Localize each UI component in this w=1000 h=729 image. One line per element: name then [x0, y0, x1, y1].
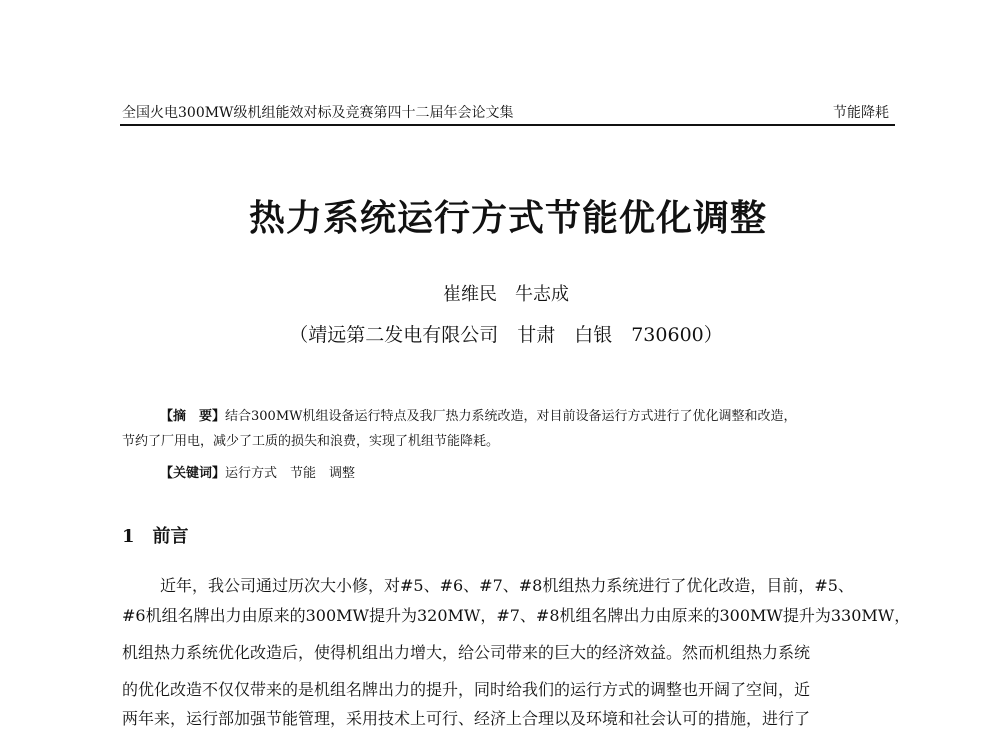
body-line: 的优化改造不仅仅带来的是机组名牌出力的提升，同时给我们的运行方式的调整也开阔了空间，近 — [122, 680, 811, 699]
body-line: 两年来，运行部加强节能管理，采用技术上可行、经济上合理以及环境和社会认可的措施，进行了 — [122, 709, 811, 728]
abstract-text-line-1: 结合300MW机组设备运行特点及我厂热力系统改造，对目前设备运行方式进行了优化调整和改造， — [225, 409, 797, 424]
paper-title: 热力系统运行方式节能优化调整 — [248, 197, 767, 239]
body-line: 机组热力系统优化改造后，使得机组出力增大，给公司带来的巨大的经济效益。然而机组热力系统 — [122, 643, 811, 662]
abstract-text-line-2: 节约了厂用电，减少了工质的损失和浪费，实现了机组节能降耗。 — [122, 434, 500, 449]
abstract-label: 【摘 要】 — [160, 409, 226, 424]
keywords-label: 【关键词】 — [160, 466, 226, 481]
header-rule — [120, 124, 895, 126]
running-header-title: 全国火电300MW级机组能效对标及竞赛第四十二届年会论文集 — [122, 105, 514, 121]
keywords — [160, 462, 355, 486]
running-header-section: 节能降耗 — [833, 105, 889, 121]
section-heading — [122, 522, 189, 548]
body-line: 近年，我公司通过历次大小修，对#5、#6、#7、#8机组热力系统进行了优化改造，目前，#5、 — [160, 576, 854, 595]
section-number: 1 — [122, 526, 135, 547]
abstract — [160, 405, 797, 429]
body-line: #6机组名牌出力由原来的300MW提升为320MW，#7、#8机组名牌出力由原来的300MW提升为330MW， — [122, 606, 911, 625]
section-title: 前言 — [152, 526, 189, 547]
keywords-text: 运行方式 节能 调整 — [225, 466, 356, 481]
affiliation: （靖远第二发电有限公司 甘肃 白银 730600） — [289, 324, 723, 346]
authors: 崔维民 牛志成 — [443, 284, 569, 305]
